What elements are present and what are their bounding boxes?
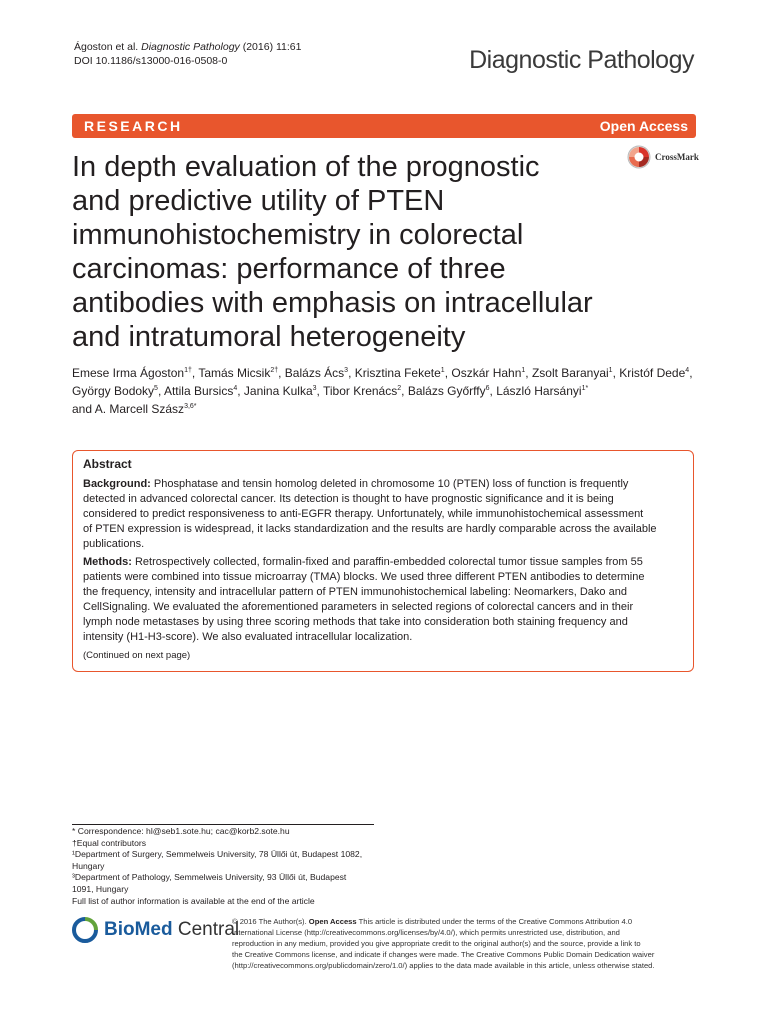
title-line: and predictive utility of PTEN (72, 185, 445, 217)
crossmark-badge[interactable] (627, 145, 699, 169)
author-name[interactable]: A. Marcell Szász (94, 402, 185, 416)
abstract-methods (83, 555, 683, 645)
author-separator: , (191, 366, 199, 380)
background-text: publications. (83, 538, 145, 550)
journal-name: Diagnostic Pathology (469, 46, 694, 74)
methods-text: intensity (H1-H3-score). We also evaluated intracellular localization. (83, 631, 413, 643)
abstract-heading: Abstract (83, 457, 132, 471)
author-separator: , (316, 384, 323, 398)
author-separator: , (348, 366, 355, 380)
publisher-name-bold: BioMed (104, 919, 173, 940)
author-name[interactable]: Zsolt Baranyai (531, 366, 609, 380)
article-type-label: RESEARCH (84, 118, 183, 134)
equal-contributors-note: †Equal contributors (72, 837, 147, 848)
author-name[interactable]: Kristóf Dede (619, 366, 686, 380)
author-affiliation-marker: 1 (521, 367, 526, 374)
article-type-banner (72, 114, 696, 138)
author-separator: , (689, 366, 693, 380)
author-affiliation-marker: 5 (154, 385, 158, 392)
author-affiliation-marker: 3,6* (184, 403, 197, 410)
abstract-background (83, 477, 683, 552)
affiliation-line: 1091, Hungary (72, 883, 129, 894)
crossmark-icon (627, 145, 651, 169)
author-affiliation-marker: 2† (270, 367, 279, 374)
affiliation-line: Hungary (72, 860, 105, 871)
methods-text: patients were combined into tissue microarray (TMA) blocks. We used three different PTEN antibodies to determine (83, 571, 645, 583)
author-list (72, 364, 702, 418)
title-line: carcinomas: performance of three (72, 253, 506, 285)
author-line (72, 382, 702, 400)
author-name[interactable]: Balázs Ács (284, 366, 345, 380)
background-text: Phosphatase and tensin homolog deleted in chromosome 10 (PTEN) loss of function is frequently (150, 478, 629, 490)
author-affiliation-marker: 4 (685, 367, 690, 374)
author-affiliation-marker: 1 (440, 367, 445, 374)
author-line (72, 364, 702, 382)
author-affiliation-marker: 4 (233, 385, 238, 392)
citation-authors: Ágoston et al. (74, 41, 139, 53)
biomed-central-icon (70, 916, 100, 944)
citation-journal: Diagnostic Pathology (141, 41, 240, 53)
citation-year: (2016) 11:61 (242, 41, 302, 53)
license-text: (http://creativecommons.org/publicdomain/zero/1.0/) applies to the data made available in this article, unless otherwise stated. (232, 961, 655, 970)
author-name[interactable]: Oszkár Hahn (451, 366, 522, 380)
author-separator: , (278, 366, 285, 380)
continued-note: (Continued on next page) (83, 650, 191, 661)
author-affiliation-marker: 2 (397, 385, 402, 392)
author-separator: , (401, 384, 408, 398)
author-name[interactable]: György Bodoky (72, 384, 155, 398)
author-line (72, 400, 702, 418)
author-affiliation-marker: 6 (485, 385, 490, 392)
author-name[interactable]: Tamás Micsik (198, 366, 271, 380)
author-separator: , (612, 366, 620, 380)
affiliation-line: ³Department of Pathology, Semmelweis University, 93 Üllői út, Budapest (72, 872, 347, 883)
copyright-text: © 2016 The Author(s). (232, 917, 309, 926)
citation-doi[interactable]: DOI 10.1186/s13000-016-0508-0 (74, 55, 228, 67)
author-affiliation-marker: 3 (312, 385, 317, 392)
license-text: International License (http://creativecommons.org/licenses/by/4.0/), which permits unrestricted use, distribution, and (232, 928, 620, 937)
title-line: immunohistochemistry in colorectal (72, 219, 524, 251)
title-line: antibodies with emphasis on intracellular (72, 287, 593, 319)
methods-text: CellSignaling. We evaluated the aforementioned parameters in selected regions of colorectal cancers and in their (83, 601, 634, 613)
citation-block (74, 40, 301, 68)
author-separator: , (157, 384, 164, 398)
license-text: This article is distributed under the terms of the Creative Commons Attribution 4.0 (356, 917, 633, 926)
background-text: considered to predict responsiveness to anti-EGFR therapy. Unfortunately, while immunohistochemical assessment (83, 508, 644, 520)
methods-text: lymph node metastases by using three scoring methods that take into consideration both staining frequency and (83, 616, 628, 628)
license-open-access: Open Access (308, 917, 357, 926)
publisher-name-rest: Central (172, 919, 240, 940)
title-line: In depth evaluation of the prognostic (72, 151, 540, 183)
author-affiliation-marker: 3 (344, 367, 349, 374)
author-separator: , (444, 366, 452, 380)
author-name[interactable]: Attila Bursics (163, 384, 234, 398)
author-separator: and (72, 402, 95, 416)
author-separator: , (525, 366, 532, 380)
author-separator: , (237, 384, 244, 398)
background-label: Background: (83, 478, 151, 490)
license-text: the Creative Commons license, and indicate if changes were made. The Creative Commons Public Domain Dedication waiver (232, 950, 655, 959)
author-name[interactable]: Balázs Győrffy (407, 384, 486, 398)
methods-label: Methods: (83, 556, 132, 568)
affiliation-line: ¹Department of Surgery, Semmelweis University, 78 Üllői út, Budapest 1082, (72, 849, 363, 860)
author-name[interactable]: László Harsányi (496, 384, 582, 398)
author-name[interactable]: Janina Kulka (243, 384, 313, 398)
background-text: detected in advanced colorectal cancer. Its detection is thought to have prognostic significance and it is being (83, 493, 614, 505)
open-access-label: Open Access (599, 118, 688, 134)
author-name[interactable]: Tibor Krenács (322, 384, 398, 398)
license-statement (232, 916, 702, 971)
author-affiliation-marker: 1 (608, 367, 613, 374)
background-text: of PTEN expression is widespread, it lacks standardization and the results are hardly comparable across the available (83, 523, 657, 535)
title-line: and intratumoral heterogeneity (72, 321, 466, 353)
author-info-note: Full list of author information is available at the end of the article (72, 895, 315, 906)
author-name[interactable]: Krisztina Fekete (354, 366, 441, 380)
author-affiliation-marker: 1† (184, 367, 192, 374)
publisher-logo (70, 916, 239, 944)
author-affiliation-marker: 1* (581, 385, 589, 392)
citation-line (74, 40, 301, 54)
publisher-name (104, 919, 239, 941)
footnotes (72, 826, 382, 907)
crossmark-label: CrossMark (655, 152, 699, 162)
methods-text: Retrospectively collected, formalin-fixed and paraffin-embedded colorectal tumor tissue samples from 55 (131, 556, 643, 568)
correspondence-note: * Correspondence: hl@seb1.sote.hu; cac@korb2.sote.hu (72, 826, 290, 836)
footnote-divider (72, 824, 374, 825)
methods-text: the frequency, intensity and intracellular pattern of PTEN immunohistochemical labeling: Neomarkers, Dako and (83, 586, 627, 598)
author-name[interactable]: Emese Irma Ágoston (72, 366, 185, 380)
author-separator: , (489, 384, 497, 398)
article-title (72, 150, 612, 354)
abstract-box (72, 450, 694, 672)
license-text: reproduction in any medium, provided you give appropriate credit to the original author(s) and the source, provide a link to (232, 939, 641, 948)
